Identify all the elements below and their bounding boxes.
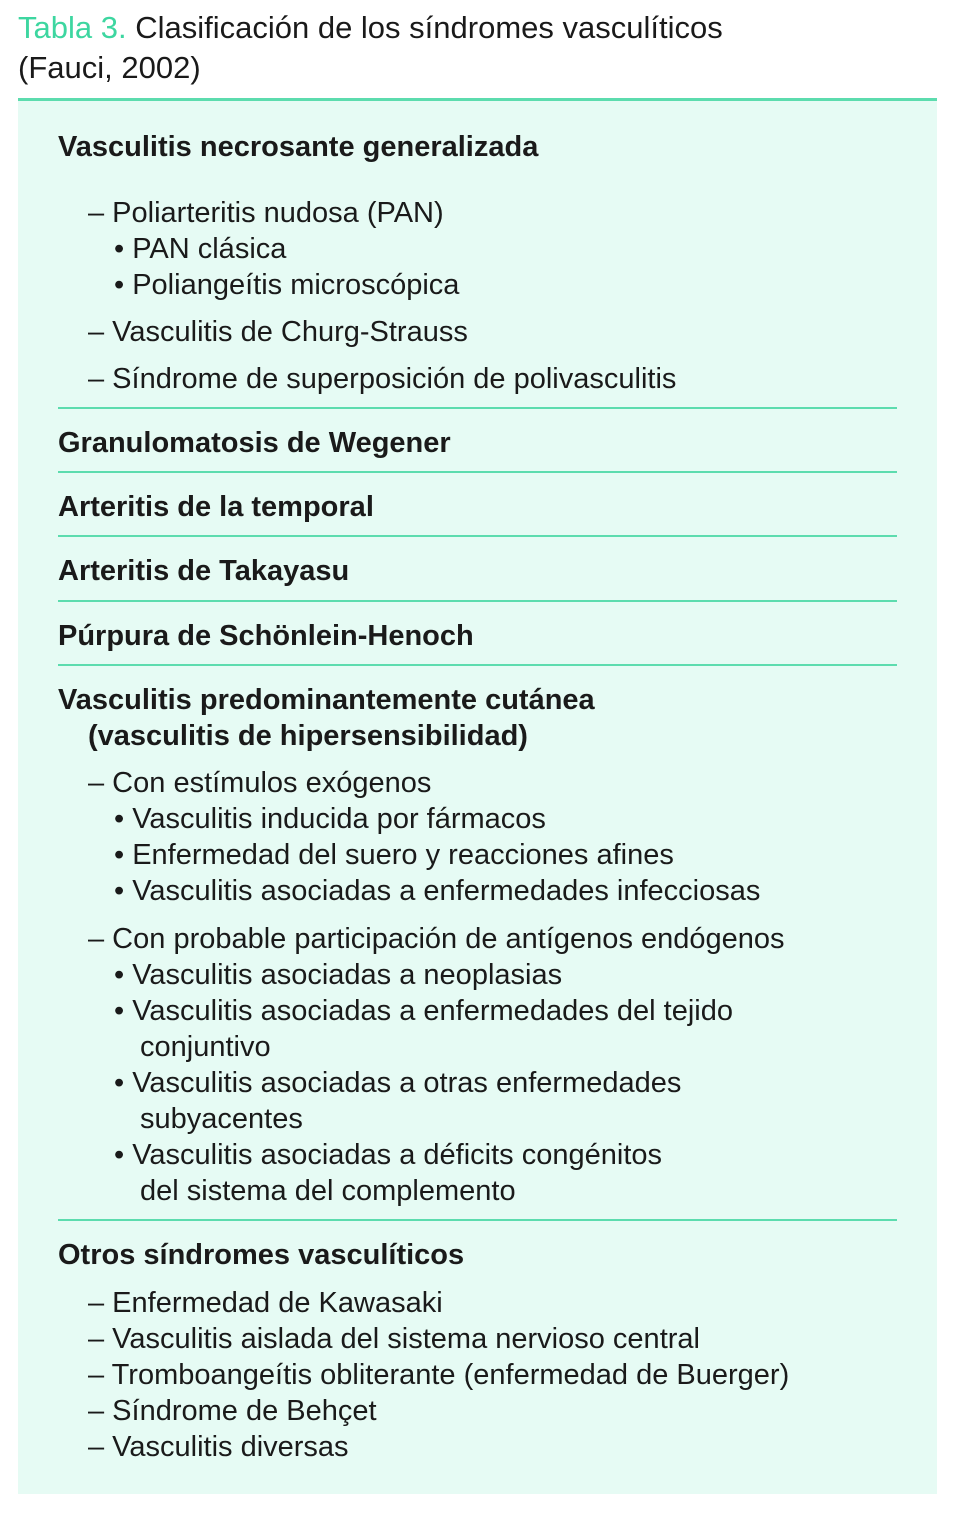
list-item: • Poliangeítis microscópica <box>114 269 460 301</box>
heading-otros-sindromes: Otros síndromes vasculíticos <box>58 1239 465 1271</box>
heading-purpura-schonlein: Púrpura de Schönlein-Henoch <box>58 620 474 652</box>
heading-vasculitis-cutanea: Vasculitis predominantemente cutánea <box>58 684 595 716</box>
list-item: • Vasculitis asociadas a enfermedades del tejido <box>114 995 733 1027</box>
list-item: • Vasculitis inducida por fármacos <box>114 803 546 835</box>
table-title-source: (Fauci, 2002) <box>18 50 201 85</box>
heading-granulomatosis-wegener: Granulomatosis de Wegener <box>58 427 451 459</box>
list-item: • PAN clásica <box>114 233 287 265</box>
list-item: – Vasculitis aislada del sistema nervioso central <box>88 1323 700 1355</box>
table-title <box>18 8 938 88</box>
list-item: – Síndrome de Behçet <box>88 1395 377 1427</box>
list-item: – Con estímulos exógenos <box>88 767 432 799</box>
section-divider <box>58 664 897 666</box>
list-item: – Tromboangeítis obliterante (enfermedad de Buerger) <box>88 1359 790 1391</box>
section-divider <box>58 600 897 602</box>
heading-vasculitis-necrosante: Vasculitis necrosante generalizada <box>58 131 539 163</box>
section-divider <box>58 535 897 537</box>
heading-arteritis-takayasu: Arteritis de Takayasu <box>58 555 350 587</box>
section-divider <box>58 407 897 409</box>
list-item: – Vasculitis diversas <box>88 1431 349 1463</box>
list-item: • Enfermedad del suero y reacciones afines <box>114 839 674 871</box>
list-item: – Enfermedad de Kawasaki <box>88 1287 443 1319</box>
table-title-text: Clasificación de los síndromes vasculíticos <box>135 10 723 45</box>
list-item-continuation: subyacentes <box>140 1103 303 1135</box>
list-item: – Vasculitis de Churg-Strauss <box>88 316 468 348</box>
list-item-continuation: conjuntivo <box>140 1031 271 1063</box>
table-number-label: Tabla 3. <box>18 10 127 45</box>
list-item: – Poliarteritis nudosa (PAN) <box>88 197 444 229</box>
list-item: • Vasculitis asociadas a enfermedades infecciosas <box>114 875 761 907</box>
list-item-continuation: del sistema del complemento <box>140 1175 516 1207</box>
section-divider <box>58 471 897 473</box>
list-item: • Vasculitis asociadas a otras enfermedades <box>114 1067 682 1099</box>
list-item: • Vasculitis asociadas a déficits congénitos <box>114 1139 663 1171</box>
heading-arteritis-temporal: Arteritis de la temporal <box>58 491 374 523</box>
list-item: • Vasculitis asociadas a neoplasias <box>114 959 563 991</box>
classification-panel <box>18 98 937 1494</box>
section-divider <box>58 1219 897 1221</box>
list-item: – Síndrome de superposición de polivasculitis <box>88 363 677 395</box>
list-item: – Con probable participación de antígenos endógenos <box>88 923 785 955</box>
heading-vasculitis-cutanea-sub: (vasculitis de hipersensibilidad) <box>88 720 528 752</box>
